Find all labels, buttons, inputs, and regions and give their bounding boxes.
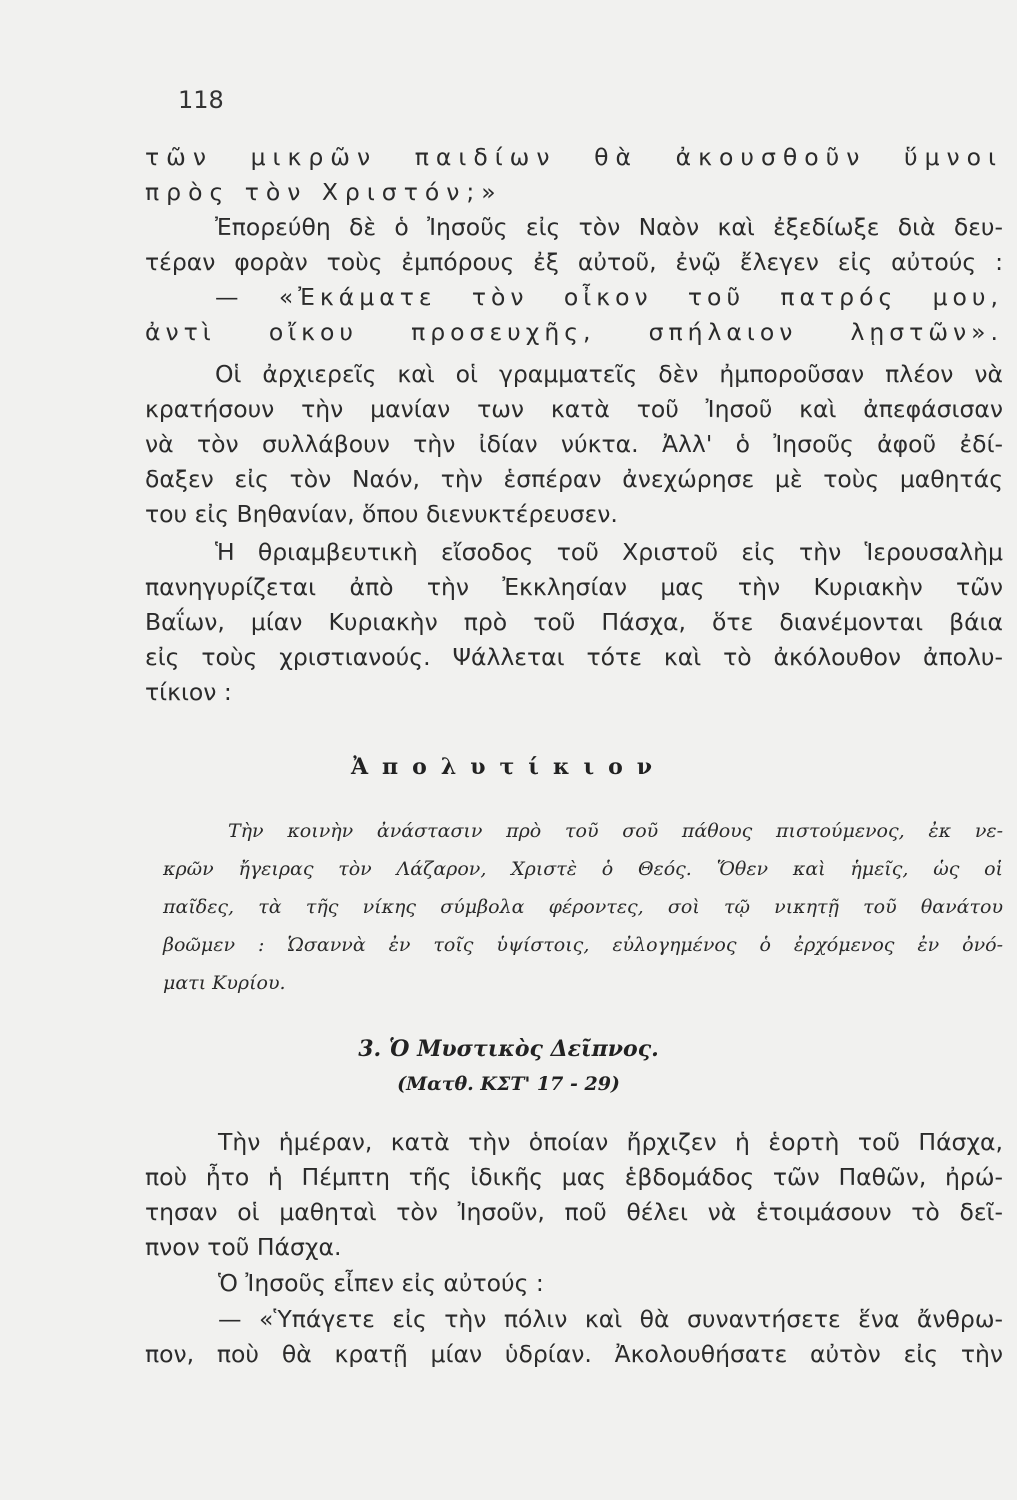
text-line: Οἱ ἀρχιερεῖς καὶ οἱ γραμματεῖς δὲν ἠμποροῦσαν πλέον νὰ [215,360,1003,388]
text-line: Βαΐων, μίαν Κυριακὴν πρὸ τοῦ Πάσχα, ὅτε διανέμονται βάια [145,608,1003,636]
hymn-line: παῖδες, τὰ τῆς νίκης σύμβολα φέροντες, σοὶ τῷ νικητῇ τοῦ θανάτου [163,896,1003,918]
text-line: του εἰς Βηθανίαν, ὅπου διενυκτέρευσεν. [145,500,618,528]
text-line: Ἡ θριαμβευτικὴ εἴσοδος τοῦ Χριστοῦ εἰς τὴν Ἱερουσαλὴμ [215,538,1003,566]
text-line: τέραν φορὰν τοὺς ἐμπόρους ἐξ αὐτοῦ, ἐνῷ ἔλεγεν εἰς αὐτούς : [145,248,1003,276]
hymn-line: Τὴν κοινὴν ἀνάστασιν πρὸ τοῦ σοῦ πάθους πιστούμενος, ἐκ νε- [228,820,1003,842]
apolytikion-heading: Ἀπολυτίκιον [350,754,667,780]
section-reference: (Ματθ. ΚΣΤ' 17 - 29) [397,1073,620,1095]
text-line: πανηγυρίζεται ἀπὸ τὴν Ἐκκλησίαν μας τὴν Κυριακὴν τῶν [145,573,1003,601]
text-line: Τὴν ἡμέραν, κατὰ τὴν ὁποίαν ἤρχιζεν ἡ ἑορτὴ τοῦ Πάσχα, [218,1128,1003,1156]
text-line: τησαν οἱ μαθηταὶ τὸν Ἰησοῦν, ποῦ θέλει νὰ ἑτοιμάσουν τὸ δεῖ- [145,1198,1003,1226]
text-line: δαξεν εἰς τὸν Ναόν, τὴν ἑσπέραν ἀνεχώρησε μὲ τοὺς μαθητάς [145,465,1003,493]
text-line: Ὁ Ἰησοῦς εἶπεν εἰς αὐτούς : [218,1269,544,1297]
text-line: ποὺ ἦτο ἡ Πέμπτη τῆς ἰδικῆς μας ἑβδομάδος τῶν Παθῶν, ἠρώ- [145,1163,1003,1191]
text-line: νὰ τὸν συλλάβουν τὴν ἰδίαν νύκτα. Ἀλλ' ὁ Ἰησοῦς ἀφοῦ ἐδί- [145,430,1003,458]
text-line: εἰς τοὺς χριστιανούς. Ψάλλεται τότε καὶ τὸ ἀκόλουθον ἀπολυ- [145,643,1003,671]
text-line: πνον τοῦ Πάσχα. [145,1233,342,1261]
hymn-line: ματι Κυρίου. [163,972,286,994]
text-line: κρατήσουν τὴν μανίαν των κατὰ τοῦ Ἰησοῦ καὶ ἀπεφάσισαν [145,395,1003,423]
text-line: πον, ποὺ θὰ κρατῇ μίαν ὑδρίαν. Ἀκολουθήσατε αὐτὸν εἰς τὴν [145,1340,1003,1368]
text-line: — «Ὑπάγετε εἰς τὴν πόλιν καὶ θὰ συναντήσετε ἕνα ἄνθρω- [218,1305,1003,1333]
text-line: — «Ἐκάματε τὸν οἶκον τοῦ πατρός μου, [215,283,1003,311]
section-title: 3. Ὁ Μυστικὸς Δεῖπνος. [358,1036,659,1062]
text-line: ἀντὶ οἴκου προσευχῆς, σπήλαιον λῃστῶν». [145,318,1003,346]
text-line: τίκιον : [145,678,232,706]
hymn-line: βοῶμεν : Ὡσαννὰ ἐν τοῖς ὑψίστοις, εὐλογημένος ὁ ἐρχόμενος ἐν ὀνό- [163,934,1003,956]
text-line: πρὸς τὸν Χριστόν;» [145,178,503,206]
hymn-line: κρῶν ἤγειρας τὸν Λάζαρον, Χριστὲ ὁ Θεός. Ὅθεν καὶ ἡμεῖς, ὡς οἱ [163,858,1003,880]
text-line: τῶν μικρῶν παιδίων θὰ ἀκουσθοῦν ὕμνοι [145,143,1003,171]
text-line: Ἐπορεύθη δὲ ὁ Ἰησοῦς εἰς τὸν Ναὸν καὶ ἐξεδίωξε διὰ δευ- [215,213,1003,241]
page-number: 118 [178,86,224,114]
